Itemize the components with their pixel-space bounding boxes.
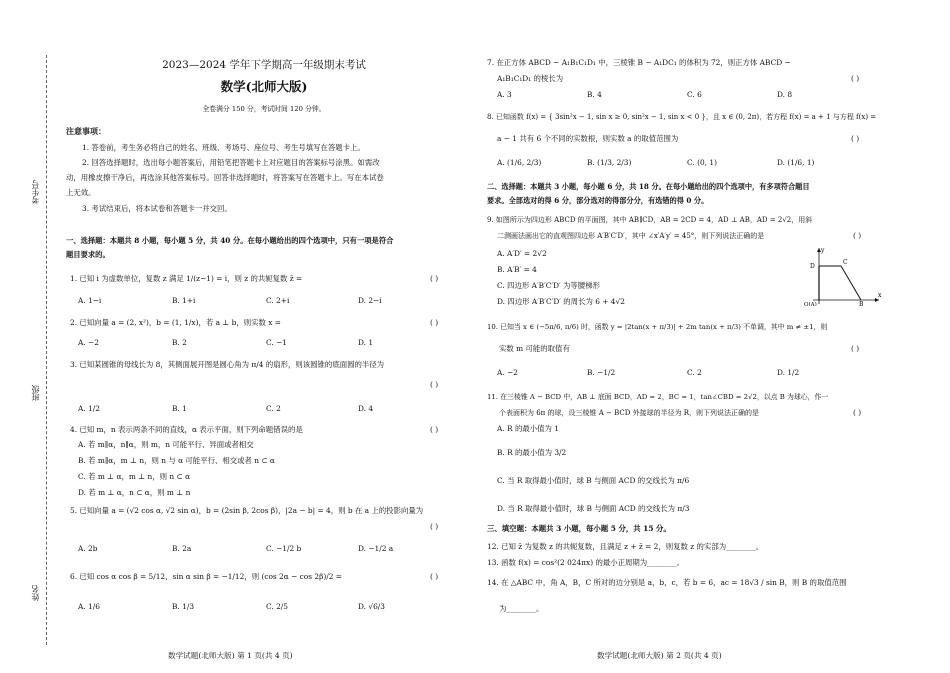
option: C. −1/2 b xyxy=(266,544,302,553)
question-11: 11. 在三棱锥 A − BCD 中，AB ⊥ 底面 BCD，AD = 2，BC = 1，tan∠CBD = 2√2，以点 B 为球心，作一 xyxy=(487,393,829,401)
label-c: C xyxy=(843,259,848,266)
option: B. 2 xyxy=(172,338,187,347)
option: B. 4 xyxy=(587,90,602,99)
answer-paren: ( ) xyxy=(430,572,439,581)
answer-paren: ( ) xyxy=(851,74,860,83)
option: C. 若 m ⊥ α，m ⊥ n，则 n ⊂ α xyxy=(78,472,191,481)
answer-paren: ( ) xyxy=(430,425,439,434)
section-one-heading: 一、选择题：本题共 8 小题，每小题 5 分，共 40 分。在每小题给出的四个选项中，只有一项是符合 xyxy=(66,236,394,245)
question-3: 3. 已知某圆锥的母线长为 8，其侧面展开图是圆心角为 π/4 的扇形，则该圆锥的底面圆的半径为 xyxy=(70,360,385,369)
section-three-heading: 三、填空题：本题共 3 小题，每小题 5 分，共 15 分。 xyxy=(487,524,671,533)
question-1: 1. 已知 i 为虚数单位，复数 z 满足 1/(z−1) = i，则 z 的共轭复数 z̄ = xyxy=(70,274,303,283)
option: A. 1−i xyxy=(78,296,102,305)
answer-paren: ( ) xyxy=(851,134,860,143)
page-two-footer: 数学试题(北师大版) 第 2 页(共 4 页) xyxy=(597,651,722,660)
option: A. A′D′ = 2√2 xyxy=(497,249,547,258)
option: A. 1/2 xyxy=(78,404,100,413)
question-4: 4. 已知 m，n 表示两条不同的直线，α 表示平面，则下列命题错误的是 xyxy=(70,425,303,434)
option: C. −1 xyxy=(266,338,287,347)
option: A. −2 xyxy=(497,368,518,377)
page-one-footer: 数学试题(北师大版) 第 1 页(共 4 页) xyxy=(168,651,293,660)
student-id-label: 考生号 xyxy=(31,180,40,204)
note-line: 3. 考试结束后，将本试卷和答题卡一并交回。 xyxy=(82,204,232,213)
note-line: 上无效。 xyxy=(66,188,96,197)
option: D. −1/2 a xyxy=(358,544,394,553)
section-two-heading-cont: 要求。全部选对的得 6 分，部分选对的得部分分，有选错的得 0 分。 xyxy=(487,196,709,205)
answer-paren: ( ) xyxy=(430,318,439,327)
name-label: 姓名 xyxy=(31,585,40,601)
exam-info: 全卷满分 150 分，考试时间 120 分钟。 xyxy=(202,105,326,113)
class-label: 班级 xyxy=(31,385,40,401)
question-10-cont: 实数 m 可能的取值有 xyxy=(499,344,570,353)
question-6: 6. 已知 cos α cos β = 5/12，sin α sin β = −1/12，则 (cos 2α − cos 2β)/2 = xyxy=(70,572,342,581)
page-two xyxy=(487,0,892,673)
note-line: 1. 答卷前，考生务必将自己的姓名、班级、考场号、座位号、考生号填写在答题卡上。 xyxy=(82,143,365,152)
option: D. 4 xyxy=(358,404,374,413)
subject-title: 数学(北师大版) xyxy=(220,79,308,94)
question-9-cont: 二测画法画出它的直观图四边形 A′B′C′D′，其中 ∠x′A′y′ = 45°，则下列说法正确的是 xyxy=(497,232,765,240)
option: C. 6 xyxy=(687,90,702,99)
question-11-cont: 个表面积为 6π 的球，设三棱锥 A − BCD 外接球的半径为 R，则下列说法正确的是 xyxy=(499,409,760,417)
option: B. 若 m∥α，m ⊥ n，则 n 与 α 可能平行、相交或者 n ⊂ α xyxy=(78,456,275,465)
question-7: 7. 在正方体 ABCD − A₁B₁C₁D₁ 中，三棱锥 B − A₁DC₁ 的体积为 72，则正方体 ABCD − xyxy=(487,58,791,67)
option: D. 若 m ⊥ α，n ⊂ α，则 m ⊥ n xyxy=(78,488,191,497)
question-9: 9. 如图所示为四边形 ABCD 的平面图，其中 AB∥CD，AB = 2CD = 4，AD ⊥ AB，AD = 2√2，用斜 xyxy=(487,216,813,224)
notes-title: 注意事项： xyxy=(66,126,106,136)
answer-paren: ( ) xyxy=(430,274,439,283)
option: C. 2+i xyxy=(266,296,290,305)
option: A. 3 xyxy=(497,90,512,99)
note-line: 2. 回答选择题时，选出每小题答案后，用铅笔把答题卡上对应题目的答案标号涂黑。如需改 xyxy=(82,158,380,167)
question-5: 5. 已知向量 a = (√2 cos α, √2 sin α)，b = (2sin β, 2cos β)，|2a − b| = 4，则 b 在 a 上的投影向量为 xyxy=(70,506,424,515)
option: C. 2 xyxy=(266,404,281,413)
option: D. 当 R 取得最小值时，球 B 与侧面 ACD 的交线长为 π/3 xyxy=(497,504,690,513)
label-d: D xyxy=(810,263,815,270)
answer-paren: ( ) xyxy=(853,231,862,240)
question-7-cont: A₁B₁C₁D₁ 的棱长为 xyxy=(497,74,564,83)
question-8-cont: a − 1 共有 6 个不同的实数根，则实数 a 的取值范围为 xyxy=(497,134,679,143)
option: B. A′B′ = 4 xyxy=(497,265,537,274)
option: B. (1/3, 2/3) xyxy=(587,158,632,167)
option: A. 若 m∥α，n∥α，则 m，n 可能平行、异面或者相交 xyxy=(78,440,254,449)
section-one-heading-cont: 题目要求的。 xyxy=(66,250,110,259)
question-8: 8. 已知函数 f(x) = { 3sin²x − 1, sin x ≥ 0, sin²x − 1, sin x < 0 }，且 x ∈ (0, 2π)，若方程 f(x) = a + 1 与方程 f(x) = xyxy=(487,113,877,121)
section-two-heading: 二、选择题：本题共 3 小题，每小题 6 分，共 18 分。在每小题给出的四个选项中，有多项符合题目 xyxy=(487,182,810,191)
option: D. 四边形 A′B′C′D′ 的周长为 6 + 4√2 xyxy=(497,297,625,306)
note-line: 动，用橡皮擦干净后，再选涂其他答案标号。回答非选择题时，将答案写在答题卡上。写在本试卷 xyxy=(66,173,384,182)
option: C. 2 xyxy=(687,368,702,377)
question-2: 2. 已知向量 a = (2, x²)，b = (1, 1/x)，若 a ⊥ b，则实数 x = xyxy=(70,318,281,327)
option: B. 1/3 xyxy=(172,602,195,611)
option: D. (1/6, 1) xyxy=(777,158,815,167)
answer-paren: ( ) xyxy=(430,522,439,531)
label-x: x xyxy=(878,292,882,299)
question-13: 13. 函数 f(x) = cos²(2 024πx) 的最小正周期为________。 xyxy=(487,558,685,567)
answer-paren: ( ) xyxy=(430,380,439,389)
option: A. 1/6 xyxy=(78,602,100,611)
option: C. 2/5 xyxy=(266,602,288,611)
option: B. 2a xyxy=(172,544,192,553)
option: B. 1+i xyxy=(172,296,196,305)
option: C. 当 R 取得最小值时，球 B 与侧面 ACD 的交线长为 π/6 xyxy=(497,476,690,485)
option: A. (1/6, 2/3) xyxy=(497,158,542,167)
quadrilateral-outline xyxy=(819,266,861,300)
option: A. 2b xyxy=(78,544,98,553)
option: D. 1 xyxy=(358,338,374,347)
option: D. √6/3 xyxy=(358,602,385,611)
binding-margin xyxy=(0,0,56,673)
label-o: O(A) xyxy=(804,302,817,306)
label-b: B xyxy=(859,301,864,306)
option: B. −1/2 xyxy=(587,368,616,377)
exam-title: 2023—2024 学年下学期高一年级期末考试 xyxy=(162,59,366,71)
quadrilateral-figure xyxy=(801,244,883,306)
answer-paren: ( ) xyxy=(853,408,862,417)
option: C. (0, 1) xyxy=(687,158,717,167)
option: A. −2 xyxy=(78,338,99,347)
page-one xyxy=(58,0,470,673)
binding-dashed-line xyxy=(46,55,47,645)
option: A. R 的最小值为 1 xyxy=(497,424,559,433)
option: C. 四边形 A′B′C′D′ 为等腰梯形 xyxy=(497,281,600,290)
option: B. 1 xyxy=(172,404,187,413)
option: D. 2−i xyxy=(358,296,382,305)
option: D. 1/2 xyxy=(777,368,800,377)
label-y: y xyxy=(821,247,825,254)
option: B. R 的最小值为 3/2 xyxy=(497,448,567,457)
question-10: 10. 已知当 x ∈ (−5π/6, π/6) 时，函数 y = |2tan(x + π/3)| + 2m tan(x + π/3) 不单调，其中 m ≠ ±1，则 xyxy=(487,323,828,331)
answer-paren: ( ) xyxy=(851,344,860,353)
option: D. 8 xyxy=(777,90,793,99)
question-14-cont: 为________。 xyxy=(499,604,544,613)
question-14: 14. 在 △ABC 中，角 A，B，C 所对的边分别是 a，b，c，若 b = 6，ac = 18√3 / sin B，则 B 的取值范围 xyxy=(487,578,847,587)
question-12: 12. 已知 z̄ 为复数 z 的共轭复数，且满足 z + z̄ = 2，则复数 z 的实部为________。 xyxy=(487,542,764,551)
